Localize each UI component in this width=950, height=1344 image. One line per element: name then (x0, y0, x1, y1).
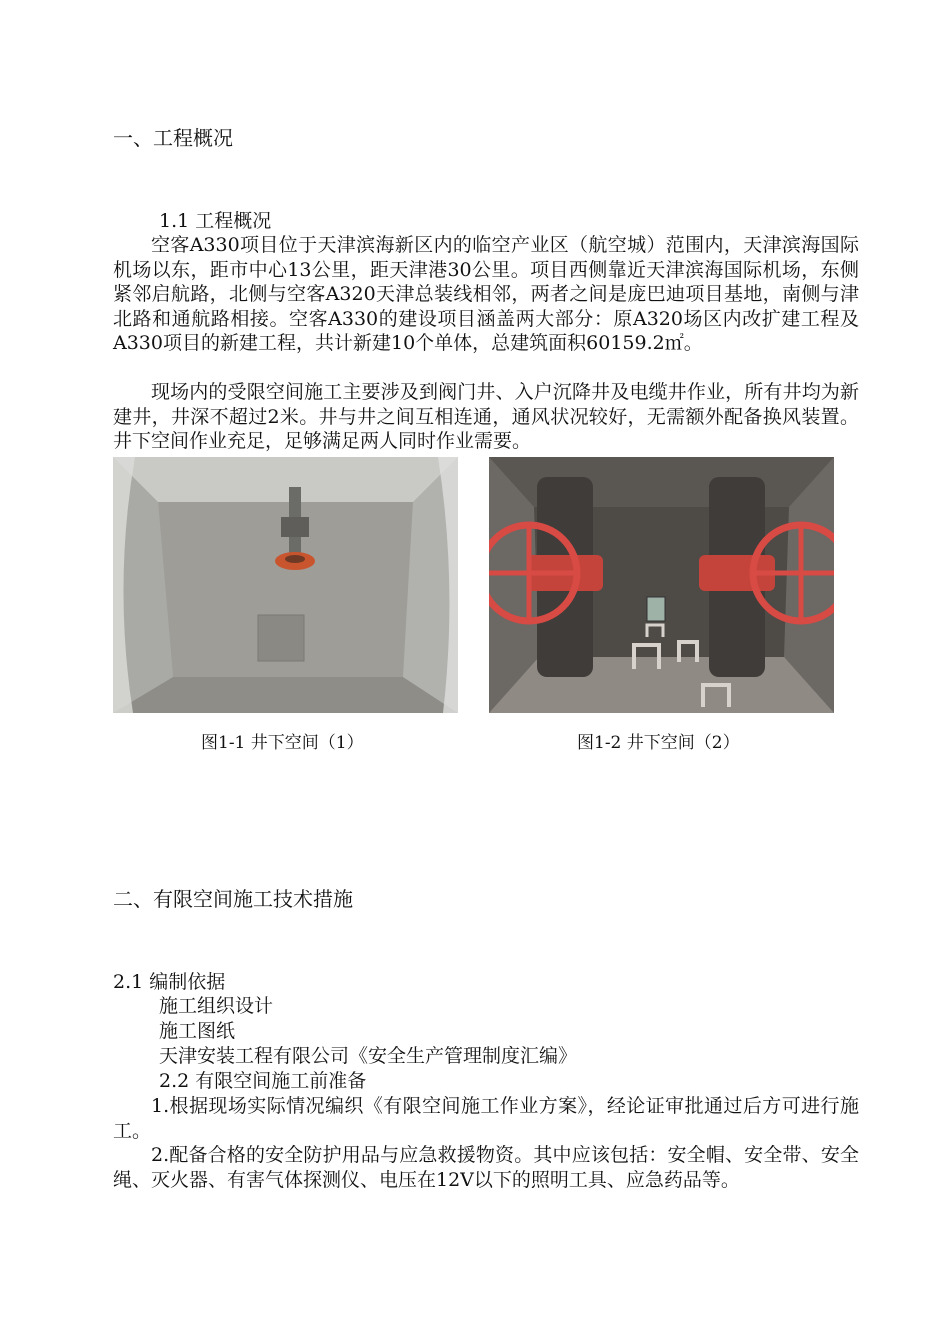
sub-heading-1-1: 1.1 工程概况 (159, 210, 272, 232)
figure-1-1-caption: 图1-1 井下空间（1） (201, 733, 364, 753)
prep-item-2: 2.配备合格的安全防护用品与应急救援物资。其中应该包括：安全帽、安全带、安全绳、灭火器、有害气体探测仪、电压在12V以下的照明工具、应急药品等。 (113, 1144, 859, 1191)
basis-item-1: 施工组织设计 (159, 995, 274, 1017)
basis-item-3: 天津安装工程有限公司《安全生产管理制度汇编》 (159, 1045, 578, 1067)
figure-1-1-photo (113, 457, 458, 713)
confined-space-paragraph: 现场内的受限空间施工主要涉及到阀门井、入户沉降井及电缆井作业，所有井均为新建井，井深不超过2米。井与井之间互相连通，通风状况较好，无需额外配备换风装置。井下空间作业充足，足够满足两人同时作业需要。 (113, 381, 859, 452)
sub-heading-2-1: 2.1 编制依据 (113, 971, 226, 993)
sub-heading-2-2: 2.2 有限空间施工前准备 (159, 1070, 367, 1092)
prep-item-1: 1.根据现场实际情况编织《有限空间施工作业方案》，经论证审批通过后方可进行施工。 (113, 1095, 859, 1142)
project-overview-paragraph: 空客A330项目位于天津滨海新区内的临空产业区（航空城）范围内，天津滨海国际机场以东，距市中心13公里，距天津港30公里。项目西侧靠近天津滨海国际机场，东侧紧邻启航路，北侧与空客A320天津总装线相邻，两者之间是庞巴迪项目基地，南侧与津北路和通航路相接。空客A330的建设项目涵盖两大部分：原A320场区内改扩建工程及A330项目的新建工程，共计新建10个单体，总建筑面积60159.2㎡。 (113, 234, 859, 354)
section-heading-1: 一、工程概况 (113, 126, 233, 150)
figure-1-2-photo (489, 457, 834, 713)
basis-item-2: 施工图纸 (159, 1020, 236, 1042)
section-heading-2: 二、有限空间施工技术措施 (113, 887, 353, 911)
figure-1-2-caption: 图1-2 井下空间（2） (577, 733, 740, 753)
